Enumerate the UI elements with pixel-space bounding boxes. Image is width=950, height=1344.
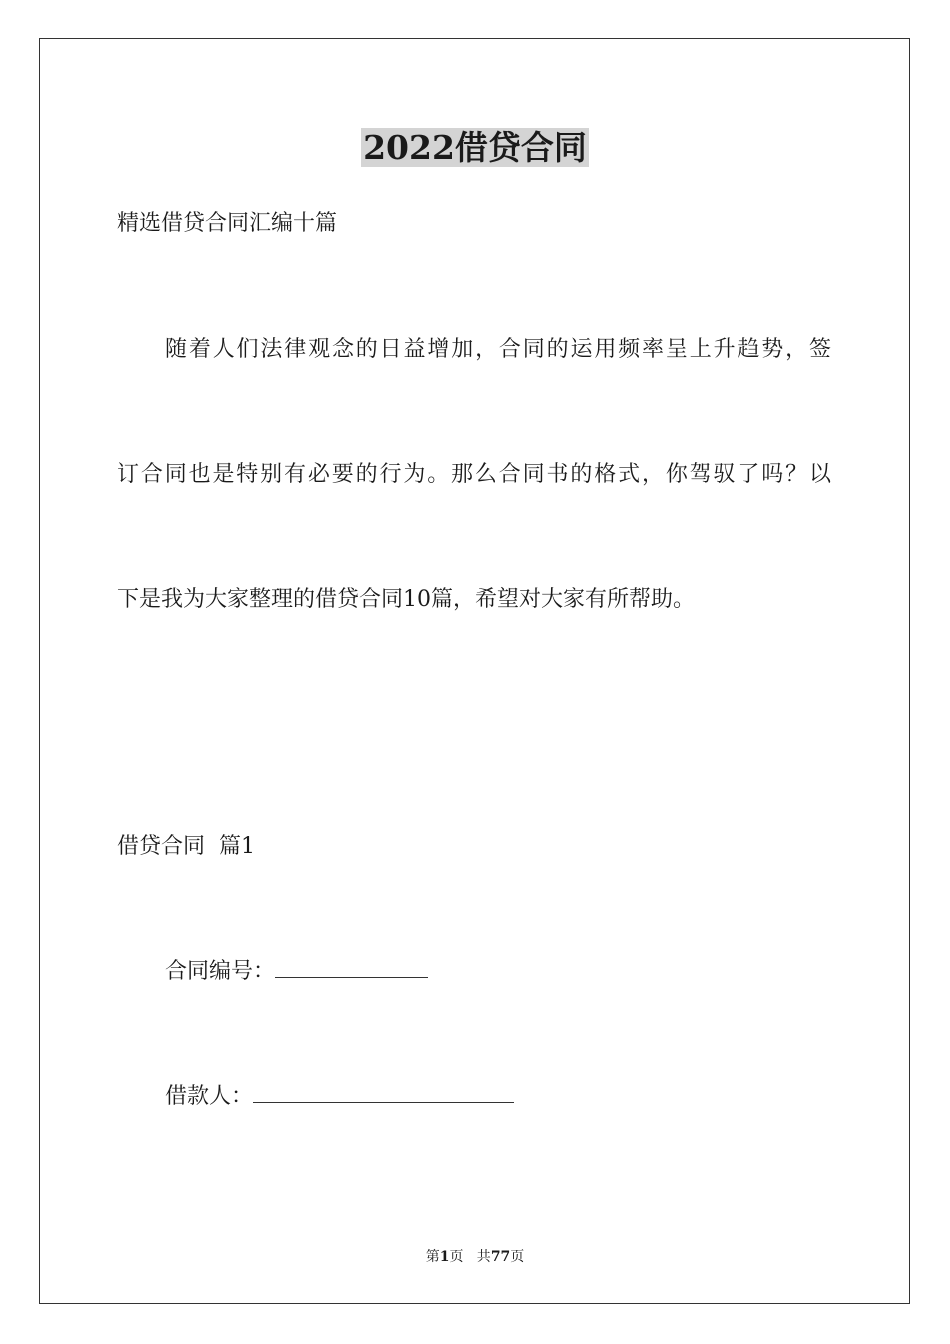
borrower-row xyxy=(165,1082,514,1112)
footer-suffix: 页 xyxy=(510,1249,525,1265)
intro-line-1: 随着人们法律观念的日益增加，合同的运用频率呈上升趋势，签 xyxy=(165,337,831,362)
contract-number-label: 合同编号： xyxy=(165,959,276,984)
document-title-text: 2022借贷合同 xyxy=(363,128,587,167)
document-title xyxy=(0,128,950,168)
page-footer xyxy=(0,1247,950,1267)
contract-number-blank[interactable] xyxy=(275,959,428,978)
section-heading-text: 借贷合同 篇1 xyxy=(117,834,255,859)
contract-number-row xyxy=(165,957,428,987)
document-subtitle: 精选借贷合同汇编十篇 xyxy=(117,211,338,236)
footer-mid: 页 共 xyxy=(449,1249,491,1265)
footer-total-pages: 77 xyxy=(490,1249,511,1265)
borrower-label: 借款人： xyxy=(165,1084,254,1109)
intro-line-2: 订合同也是特别有必要的行为。那么合同书的格式，你驾驭了吗？以 xyxy=(117,462,831,487)
footer-current-page: 1 xyxy=(439,1249,450,1265)
footer-prefix: 第 xyxy=(425,1249,440,1265)
intro-line-3: 下是我为大家整理的借贷合同10篇，希望对大家有所帮助。 xyxy=(117,587,695,612)
section-heading xyxy=(117,832,255,862)
borrower-blank[interactable] xyxy=(253,1084,514,1103)
